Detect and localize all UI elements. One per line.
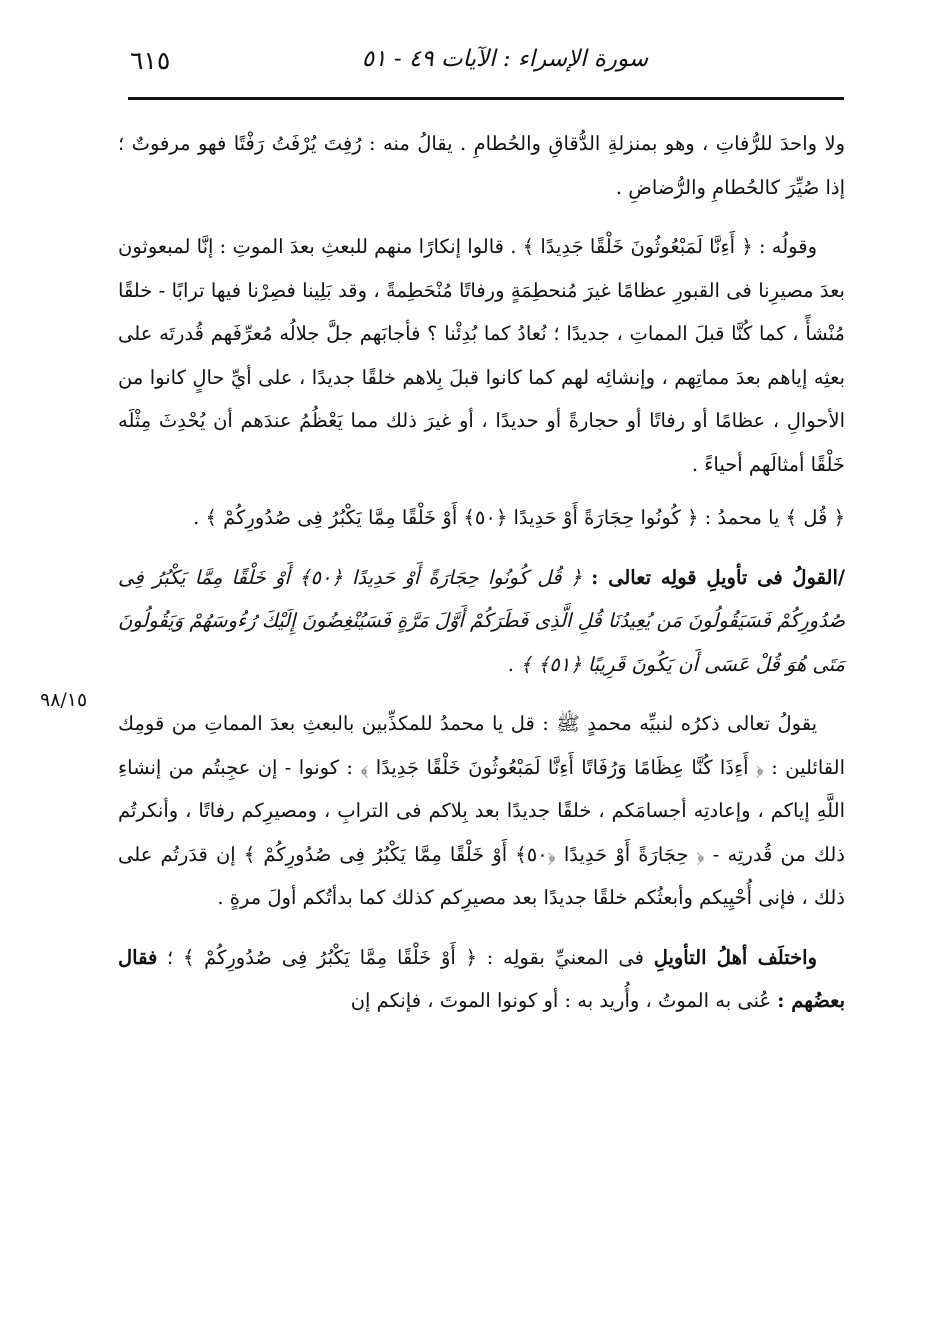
paragraph-6-heading: واختلَف أهلُ التأويلِ bbox=[653, 945, 817, 969]
paragraph-3 bbox=[118, 496, 845, 540]
header-divider bbox=[128, 97, 844, 100]
paragraph-3-text: ﴿ قُل ﴾ يا محمدُ : ﴿ كُونُوا حِجَارَةً أَوْ حَدِيدًا ﴿٥٠﴾ أَوْ خَلْقًا مِمَّا يَكْبُرُ فِى صُدُورِكُمْ ﴾ . bbox=[193, 506, 845, 529]
paragraph-6-text-2: عُنى به الموتُ ، وأُريد به : أو كونوا الموتَ ، فإنكم إن bbox=[350, 989, 772, 1012]
margin-reference: ٩٨/١٥ bbox=[40, 689, 88, 711]
paragraph-1 bbox=[118, 122, 845, 209]
paragraph-5 bbox=[118, 702, 845, 920]
page-header bbox=[120, 40, 845, 90]
paragraph-6-text: فى المعنيِّ بقولِه : ﴿ أَوْ خَلْقًا مِمَّا يَكْبُرُ فِى صُدُورِكُمْ ﴾ ؛ bbox=[167, 945, 644, 969]
running-title: سورة الإسراء : الآيات ٤٩ - ٥١ bbox=[361, 46, 649, 72]
page-number: ٦١٥ bbox=[130, 46, 171, 75]
paragraph-4-verse: ﴿ قُل كُونُوا حِجَارَةً أَوْ حَدِيدًا ﴿٥٠﴾ أَوْ خَلْقًا مِمَّا يَكْبُرُ فِى صُدُورِكُمْ فَسَيَقُولُونَ مَن يُعِيدُنَا قُلِ الَّذِى فَطَرَكُمْ أَوَّلَ مَرَّةٍ فَسَيُنْغِضُونَ إِلَيْكَ رُءُوسَهُمْ وَيَقُولُونَ مَتَى هُوَ قُلْ عَسَى أَن يَكُونَ قَرِيبًا ﴿٥١﴾ ﴾ . bbox=[118, 565, 845, 676]
body-text bbox=[118, 122, 845, 1033]
paragraph-1-text: ولا واحدَ للرُّفاتِ ، وهو بمنزلةِ الدُّقاقِ والحُطامِ . يقالُ منه : رُفِتَ يُرْفَتُ رَفْتًا فهو مرفوتٌ ؛ إذا صُيِّرَ كالحُطامِ والرُّضاضِ . bbox=[118, 132, 845, 199]
paragraph-2 bbox=[118, 225, 845, 486]
section-heading: /القولُ فى تأويلِ قولِه تعالى : bbox=[591, 565, 845, 589]
paragraph-5-text: يقولُ تعالى ذكرُه لنبيِّه محمدٍ ﷺ : قل يا محمدُ للمكذِّبين بالبعثِ بعدَ المماتِ من قومِك القائلين : ﴿ أَءِذَا كُنَّا عِظَامًا وَرُفَاتًا أَءِنَّا لَمَبْعُوثُونَ خَلْقًا جَدِيدًا ﴾ : كونوا - إن عجِبتُم من إنشاءِ اللَّهِ إياكم ، وإعادتِه أجسامَكم ، خلقًا جديدًا بعد بِلاكم فى الترابِ ، ومصيرِكم رفاتًا ، وأنكرتُم ذلك من قُدرتِه - ﴿ حِجَارَةً أَوْ حَدِيدًا ﴿٥٠﴾ أَوْ خَلْقًا مِمَّا يَكْبُرُ فِى صُدُورِكُمْ ﴾ إن قدَرتُم على ذلك ، فإنى أُحْيِيكم وأبعثُكم خلقًا جديدًا بعد مصيرِكم كذلك كما بدأتُكم أولَ مرةٍ . bbox=[118, 712, 845, 909]
paragraph-6-heading-2: فقال بعضُهم : bbox=[118, 945, 845, 1012]
paragraph-2-text: وقولُه : ﴿ أَءِنَّا لَمَبْعُوثُونَ خَلْقًا جَدِيدًا ﴾ . قالوا إنكارًا منهم للبعثِ بعدَ الموتِ : إنَّا لمبعوثون بعدَ مصيرِنا فى القبورِ عظامًا غيرَ مُنحطِمَةٍ ورفاتًا مُنْحَطِمةً ، وقد بَلِينا فصِرْنا فيها ترابًا - خلقًا مُنْشأً ، كما كُنَّا قبلَ المماتِ ، جديدًا ؛ نُعادُ كما بُدِئْنا ؟ فأجابَهم جلَّ جلالُه مُعرِّفَهم قُدرتَه على بعثِه إياهم بعدَ مماتِهم ، وإنشائِه لهم كما كانوا قبلَ بِلاهم خلقًا جديدًا ، على أيِّ حالٍ كانوا من الأحوالِ ، عظامًا أو رفاتًا أو حجارةً أو حديدًا ، أو غيرَ ذلك مما يَعْظُمُ عندَهم أن يُحْدِثَ مِثْلَه خَلْقًا أمثالَهم أحياءً . bbox=[118, 235, 845, 476]
paragraph-4 bbox=[118, 556, 845, 687]
paragraph-6 bbox=[118, 936, 845, 1023]
